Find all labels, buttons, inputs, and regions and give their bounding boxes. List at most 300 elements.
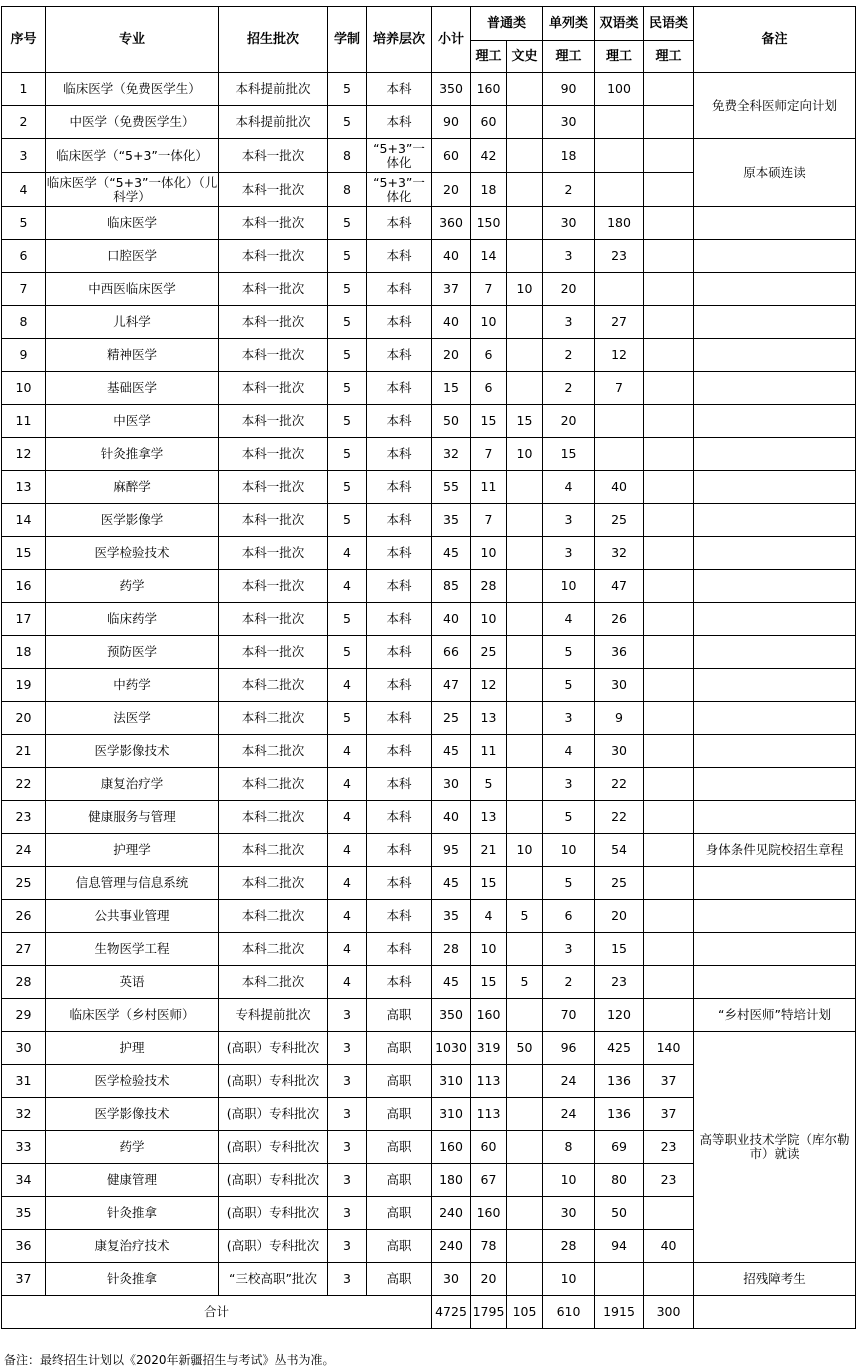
row-general-sci: 160	[471, 73, 507, 106]
table-row	[2, 933, 856, 966]
row-general-arts	[507, 1065, 543, 1098]
row-major: 针灸推拿	[46, 1197, 219, 1230]
row-single: 4	[543, 471, 595, 504]
row-minority	[644, 636, 694, 669]
row-subtotal: 40	[432, 240, 471, 273]
row-major: 护理	[46, 1032, 219, 1065]
row-batch: 本科二批次	[219, 669, 328, 702]
row-minority	[644, 834, 694, 867]
row-years: 3	[328, 1230, 367, 1263]
row-remark	[694, 570, 856, 603]
row-subtotal: 95	[432, 834, 471, 867]
table-row	[2, 669, 856, 702]
row-general-sci: 11	[471, 735, 507, 768]
table-row	[2, 900, 856, 933]
row-single: 20	[543, 405, 595, 438]
row-level: “5+3”一体化	[367, 173, 432, 207]
row-remark	[694, 636, 856, 669]
row-major: 健康服务与管理	[46, 801, 219, 834]
row-general-sci: 7	[471, 273, 507, 306]
row-subtotal: 45	[432, 966, 471, 999]
row-major: 医学检验技术	[46, 1065, 219, 1098]
row-batch: 专科提前批次	[219, 999, 328, 1032]
row-general-arts	[507, 240, 543, 273]
row-bilingual: 20	[595, 900, 644, 933]
row-seq: 31	[2, 1065, 46, 1098]
row-years: 5	[328, 106, 367, 139]
row-major: 健康管理	[46, 1164, 219, 1197]
row-single: 30	[543, 207, 595, 240]
row-subtotal: 20	[432, 173, 471, 207]
row-general-arts	[507, 768, 543, 801]
row-bilingual	[595, 405, 644, 438]
row-minority	[644, 537, 694, 570]
row-level: 本科	[367, 106, 432, 139]
row-batch: (高职）专科批次	[219, 1197, 328, 1230]
row-seq: 9	[2, 339, 46, 372]
row-general-arts	[507, 603, 543, 636]
row-seq: 20	[2, 702, 46, 735]
table-row	[2, 240, 856, 273]
row-general-sci: 14	[471, 240, 507, 273]
row-remark	[694, 207, 856, 240]
row-major: 英语	[46, 966, 219, 999]
row-bilingual: 54	[595, 834, 644, 867]
row-years: 5	[328, 339, 367, 372]
total-subtotal: 4725	[432, 1296, 471, 1329]
row-level: 本科	[367, 735, 432, 768]
row-major: 康复治疗技术	[46, 1230, 219, 1263]
row-level: 本科	[367, 834, 432, 867]
row-years: 3	[328, 1032, 367, 1065]
row-years: 4	[328, 669, 367, 702]
row-level: 本科	[367, 471, 432, 504]
row-single: 10	[543, 570, 595, 603]
header-level: 培养层次	[367, 7, 432, 73]
row-years: 5	[328, 636, 367, 669]
table-row	[2, 306, 856, 339]
row-batch: 本科二批次	[219, 867, 328, 900]
table-row	[2, 1032, 856, 1065]
row-single: 8	[543, 1131, 595, 1164]
row-general-arts: 5	[507, 900, 543, 933]
header-remark: 备注	[694, 7, 856, 73]
row-general-sci: 18	[471, 173, 507, 207]
row-general-arts	[507, 1098, 543, 1131]
total-general-sci: 1795	[471, 1296, 507, 1329]
row-remark	[694, 933, 856, 966]
row-level: 高职	[367, 1230, 432, 1263]
row-level: 高职	[367, 1131, 432, 1164]
row-level: 本科	[367, 339, 432, 372]
row-general-sci: 10	[471, 537, 507, 570]
row-minority	[644, 966, 694, 999]
row-seq: 8	[2, 306, 46, 339]
row-general-sci: 25	[471, 636, 507, 669]
row-bilingual	[595, 438, 644, 471]
table-row	[2, 636, 856, 669]
row-batch: “三校高职”批次	[219, 1263, 328, 1296]
row-batch: 本科一批次	[219, 504, 328, 537]
row-single: 70	[543, 999, 595, 1032]
row-subtotal: 66	[432, 636, 471, 669]
row-years: 3	[328, 1131, 367, 1164]
row-years: 8	[328, 139, 367, 173]
row-level: 本科	[367, 73, 432, 106]
row-subtotal: 360	[432, 207, 471, 240]
row-major: 临床医学	[46, 207, 219, 240]
row-minority	[644, 339, 694, 372]
header-years: 学制	[328, 7, 367, 73]
row-general-arts	[507, 636, 543, 669]
row-batch: 本科一批次	[219, 240, 328, 273]
row-major: 精神医学	[46, 339, 219, 372]
row-level: 本科	[367, 405, 432, 438]
row-years: 4	[328, 735, 367, 768]
row-general-arts	[507, 173, 543, 207]
row-single: 5	[543, 801, 595, 834]
row-subtotal: 350	[432, 73, 471, 106]
row-seq: 14	[2, 504, 46, 537]
row-remark	[694, 405, 856, 438]
row-bilingual: 25	[595, 867, 644, 900]
row-batch: (高职）专科批次	[219, 1098, 328, 1131]
row-batch: 本科二批次	[219, 966, 328, 999]
row-subtotal: 45	[432, 735, 471, 768]
row-bilingual: 22	[595, 801, 644, 834]
row-level: 本科	[367, 933, 432, 966]
row-single: 96	[543, 1032, 595, 1065]
row-general-sci: 15	[471, 405, 507, 438]
row-general-arts	[507, 471, 543, 504]
table-row	[2, 702, 856, 735]
row-minority	[644, 735, 694, 768]
row-bilingual: 136	[595, 1098, 644, 1131]
row-years: 5	[328, 603, 367, 636]
row-minority: 40	[644, 1230, 694, 1263]
row-subtotal: 60	[432, 139, 471, 173]
row-general-sci: 113	[471, 1065, 507, 1098]
row-batch: 本科提前批次	[219, 106, 328, 139]
table-row	[2, 603, 856, 636]
row-remark	[694, 372, 856, 405]
row-seq: 37	[2, 1263, 46, 1296]
row-major: 基础医学	[46, 372, 219, 405]
row-level: 高职	[367, 1197, 432, 1230]
row-general-arts	[507, 933, 543, 966]
row-general-sci: 150	[471, 207, 507, 240]
row-years: 5	[328, 504, 367, 537]
row-single: 3	[543, 933, 595, 966]
row-minority	[644, 372, 694, 405]
header-subtotal: 小计	[432, 7, 471, 73]
row-seq: 36	[2, 1230, 46, 1263]
row-seq: 34	[2, 1164, 46, 1197]
row-major: 中药学	[46, 669, 219, 702]
table-row	[2, 1263, 856, 1296]
row-level: 本科	[367, 801, 432, 834]
row-subtotal: 240	[432, 1230, 471, 1263]
row-general-sci: 10	[471, 306, 507, 339]
row-minority	[644, 570, 694, 603]
row-batch: 本科一批次	[219, 438, 328, 471]
row-years: 5	[328, 240, 367, 273]
row-single: 5	[543, 669, 595, 702]
row-general-sci: 7	[471, 438, 507, 471]
row-general-sci: 6	[471, 339, 507, 372]
row-bilingual: 36	[595, 636, 644, 669]
row-level: 本科	[367, 273, 432, 306]
row-seq: 15	[2, 537, 46, 570]
row-single: 24	[543, 1098, 595, 1131]
row-batch: 本科一批次	[219, 603, 328, 636]
row-subtotal: 45	[432, 537, 471, 570]
row-minority	[644, 1197, 694, 1230]
row-general-arts	[507, 867, 543, 900]
row-single: 20	[543, 273, 595, 306]
row-general-sci: 13	[471, 702, 507, 735]
row-batch: (高职）专科批次	[219, 1164, 328, 1197]
row-major: 康复治疗学	[46, 768, 219, 801]
row-seq: 10	[2, 372, 46, 405]
row-subtotal: 37	[432, 273, 471, 306]
row-single: 6	[543, 900, 595, 933]
row-minority	[644, 207, 694, 240]
row-subtotal: 15	[432, 372, 471, 405]
row-minority	[644, 504, 694, 537]
row-single: 4	[543, 603, 595, 636]
row-batch: 本科二批次	[219, 900, 328, 933]
row-subtotal: 55	[432, 471, 471, 504]
row-bilingual: 22	[595, 768, 644, 801]
row-seq: 11	[2, 405, 46, 438]
row-level: 高职	[367, 1065, 432, 1098]
row-level: 本科	[367, 306, 432, 339]
row-subtotal: 40	[432, 603, 471, 636]
row-general-sci: 113	[471, 1098, 507, 1131]
row-years: 4	[328, 537, 367, 570]
row-general-arts	[507, 570, 543, 603]
total-bilingual: 1915	[595, 1296, 644, 1329]
row-minority	[644, 603, 694, 636]
row-major: 药学	[46, 570, 219, 603]
row-remark	[694, 306, 856, 339]
row-bilingual: 23	[595, 240, 644, 273]
row-remark	[694, 504, 856, 537]
row-seq: 25	[2, 867, 46, 900]
row-major: 公共事业管理	[46, 900, 219, 933]
row-remark	[694, 471, 856, 504]
row-batch: 本科二批次	[219, 834, 328, 867]
row-general-sci: 15	[471, 966, 507, 999]
row-bilingual: 12	[595, 339, 644, 372]
row-years: 4	[328, 966, 367, 999]
row-minority	[644, 106, 694, 139]
row-major: 医学检验技术	[46, 537, 219, 570]
row-single: 3	[543, 240, 595, 273]
row-general-arts	[507, 1263, 543, 1296]
row-major: 临床医学（“5+3”一体化）	[46, 139, 219, 173]
row-single: 3	[543, 504, 595, 537]
table-row	[2, 867, 856, 900]
row-general-sci: 28	[471, 570, 507, 603]
row-years: 3	[328, 1197, 367, 1230]
total-minority: 300	[644, 1296, 694, 1329]
row-level: 本科	[367, 966, 432, 999]
row-bilingual	[595, 173, 644, 207]
row-remark: 招残障考生	[694, 1263, 856, 1296]
row-minority	[644, 867, 694, 900]
row-major: 信息管理与信息系统	[46, 867, 219, 900]
row-seq: 4	[2, 173, 46, 207]
row-single: 30	[543, 1197, 595, 1230]
row-batch: 本科二批次	[219, 702, 328, 735]
row-general-arts: 10	[507, 273, 543, 306]
row-bilingual: 9	[595, 702, 644, 735]
header-general-sci: 理工	[471, 41, 507, 73]
row-general-arts	[507, 801, 543, 834]
header-general-arts: 文史	[507, 41, 543, 73]
row-remark	[694, 603, 856, 636]
row-seq: 6	[2, 240, 46, 273]
row-bilingual: 15	[595, 933, 644, 966]
row-remark: “乡村医师”特培计划	[694, 999, 856, 1032]
row-level: 高职	[367, 1098, 432, 1131]
row-level: 本科	[367, 504, 432, 537]
row-minority	[644, 306, 694, 339]
row-subtotal: 47	[432, 669, 471, 702]
row-minority	[644, 139, 694, 173]
row-level: 本科	[367, 702, 432, 735]
row-major: 口腔医学	[46, 240, 219, 273]
row-bilingual: 23	[595, 966, 644, 999]
row-bilingual: 425	[595, 1032, 644, 1065]
row-major: 法医学	[46, 702, 219, 735]
row-general-arts	[507, 504, 543, 537]
row-major: 麻醉学	[46, 471, 219, 504]
header-minority-sci: 理工	[644, 41, 694, 73]
table-row	[2, 273, 856, 306]
row-level: 本科	[367, 636, 432, 669]
row-bilingual	[595, 273, 644, 306]
row-bilingual: 40	[595, 471, 644, 504]
footnote: 备注：最终招生计划以《2020年新疆招生与考试》丛书为准。	[4, 1353, 335, 1367]
header-general: 普通类	[471, 7, 543, 41]
total-row	[2, 1296, 856, 1329]
row-seq: 30	[2, 1032, 46, 1065]
row-major: 临床药学	[46, 603, 219, 636]
row-batch: 本科一批次	[219, 207, 328, 240]
row-remark: 身体条件见院校招生章程	[694, 834, 856, 867]
row-years: 4	[328, 867, 367, 900]
header-seq: 序号	[2, 7, 46, 73]
row-remark	[694, 339, 856, 372]
row-subtotal: 240	[432, 1197, 471, 1230]
row-general-arts: 10	[507, 834, 543, 867]
row-years: 3	[328, 1065, 367, 1098]
row-general-arts: 5	[507, 966, 543, 999]
row-single: 3	[543, 306, 595, 339]
row-remark: 免费全科医师定向计划	[694, 73, 856, 139]
row-subtotal: 32	[432, 438, 471, 471]
row-single: 3	[543, 702, 595, 735]
row-minority	[644, 801, 694, 834]
table-row	[2, 372, 856, 405]
row-seq: 23	[2, 801, 46, 834]
row-subtotal: 35	[432, 900, 471, 933]
row-years: 3	[328, 999, 367, 1032]
row-bilingual: 32	[595, 537, 644, 570]
row-minority	[644, 900, 694, 933]
row-years: 4	[328, 801, 367, 834]
row-bilingual: 25	[595, 504, 644, 537]
row-general-arts: 50	[507, 1032, 543, 1065]
row-seq: 12	[2, 438, 46, 471]
row-remark	[694, 240, 856, 273]
row-seq: 5	[2, 207, 46, 240]
row-subtotal: 30	[432, 768, 471, 801]
row-years: 3	[328, 1098, 367, 1131]
row-years: 5	[328, 207, 367, 240]
row-major: 针灸推拿	[46, 1263, 219, 1296]
row-minority	[644, 768, 694, 801]
row-general-sci: 42	[471, 139, 507, 173]
row-years: 4	[328, 570, 367, 603]
row-subtotal: 45	[432, 867, 471, 900]
row-years: 8	[328, 173, 367, 207]
table-row	[2, 768, 856, 801]
row-general-sci: 60	[471, 1131, 507, 1164]
row-single: 2	[543, 339, 595, 372]
table-row	[2, 139, 856, 173]
row-subtotal: 160	[432, 1131, 471, 1164]
row-years: 4	[328, 933, 367, 966]
enrollment-plan-table	[1, 6, 856, 1329]
row-subtotal: 310	[432, 1065, 471, 1098]
table-row	[2, 504, 856, 537]
row-subtotal: 35	[432, 504, 471, 537]
row-remark: 原本硕连读	[694, 139, 856, 207]
row-bilingual: 180	[595, 207, 644, 240]
row-general-sci: 319	[471, 1032, 507, 1065]
row-batch: 本科一批次	[219, 471, 328, 504]
row-years: 3	[328, 1263, 367, 1296]
row-seq: 1	[2, 73, 46, 106]
row-general-arts: 10	[507, 438, 543, 471]
row-level: 本科	[367, 438, 432, 471]
row-general-arts	[507, 1197, 543, 1230]
row-batch: 本科一批次	[219, 636, 328, 669]
table-row	[2, 405, 856, 438]
row-seq: 19	[2, 669, 46, 702]
table-row	[2, 471, 856, 504]
row-minority	[644, 273, 694, 306]
row-seq: 33	[2, 1131, 46, 1164]
row-seq: 2	[2, 106, 46, 139]
row-batch: 本科二批次	[219, 735, 328, 768]
row-general-sci: 20	[471, 1263, 507, 1296]
row-major: 预防医学	[46, 636, 219, 669]
row-single: 5	[543, 867, 595, 900]
row-minority	[644, 173, 694, 207]
row-remark	[694, 273, 856, 306]
row-general-sci: 21	[471, 834, 507, 867]
row-years: 5	[328, 306, 367, 339]
row-general-sci: 78	[471, 1230, 507, 1263]
row-general-arts	[507, 339, 543, 372]
row-single: 3	[543, 768, 595, 801]
total-general-arts: 105	[507, 1296, 543, 1329]
